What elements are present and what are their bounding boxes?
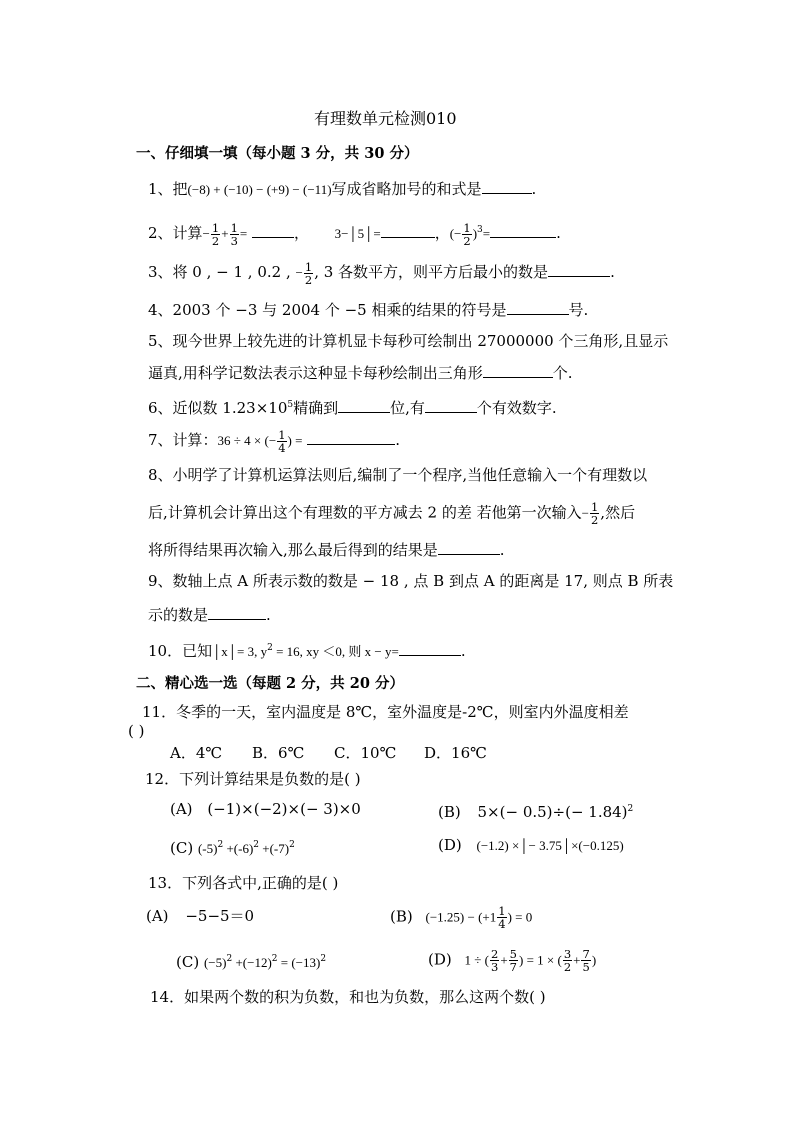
question-9-line-2 [148, 603, 271, 626]
q10-end: . [460, 642, 466, 660]
question-9-line-1: 9、数轴上点 A 所表示数的数是 − 18 , 点 B 到点 A 的距离是 17, 则点 B 所表 [148, 572, 674, 590]
q2-plus: + [221, 226, 229, 241]
q13-d-fraction-2: $\frac{5}{7}$ [509, 947, 517, 974]
q1-answer-blank[interactable] [482, 177, 532, 194]
section1-heading: 一、仔细填一填（每小题 3 分，共 30 分） [136, 145, 419, 162]
q13-option-c[interactable] [176, 948, 326, 974]
q5-end: 个. [552, 364, 573, 382]
q9-text: 示的数是 [148, 606, 209, 624]
q12-c-term-2: +(-6) [223, 841, 254, 856]
q10-expression: │x│= 3, y [212, 644, 268, 659]
q2-open-paren: (− [449, 226, 462, 241]
question-14: 14．如果两个数的积为负数，和也为负数，那么这两个数( ) [150, 988, 546, 1006]
question-1 [148, 177, 536, 201]
question-13: 13．下列各式中,正确的是( ) [148, 874, 339, 892]
q12-c-term-3: +(-7) [259, 841, 290, 856]
q8-fraction: $\frac{1}{2}$ [590, 500, 599, 527]
q6-end: 个有效数字. [476, 399, 557, 417]
q10-prefix: 10．已知 [148, 642, 213, 660]
question-8-line-1: 8、小明学了计算机运算法则后,编制了一个程序,当他任意输入一个有理数以 [148, 466, 648, 484]
q12-c-exp-3: 2 [289, 840, 295, 850]
q13-option-d[interactable] [428, 948, 596, 973]
q13-b-expression: (−1.25) − (+1 [425, 909, 497, 925]
question-2 [148, 219, 561, 247]
q2-expression-2: 3−│5│= [334, 226, 381, 241]
q12-b-label: (B) [438, 803, 461, 821]
q12-option-b[interactable] [438, 798, 633, 823]
q4-end: 号. [568, 301, 589, 319]
q6-text-2: 位,有 [390, 399, 425, 417]
q2-prefix: 2、计算 [148, 224, 203, 242]
q12-d-expression: (−1.2) ×│− 3.75│×(−0.125) [476, 838, 624, 853]
question-4 [148, 298, 588, 321]
q7-answer-blank[interactable] [307, 428, 395, 445]
q2-comma-1: ， [294, 224, 310, 242]
q1-expression: (−8) + (−10) − (+9) − (−11) [187, 182, 332, 197]
q11-option-d[interactable]: D．16℃ [424, 744, 487, 762]
q5-answer-blank[interactable] [483, 361, 553, 378]
question-8-line-2 [148, 501, 635, 526]
q13-a-label: (A) [146, 907, 169, 925]
q8-minus: − [581, 505, 589, 521]
q10-expression-2: = 16, xy ＜0, 则 x − y= [272, 644, 399, 659]
q13-c-exp-2: 2 [271, 954, 278, 964]
q7-fraction: $\frac{1}{4}$ [278, 427, 286, 455]
q13-c-term-2: +(−12) [232, 955, 272, 970]
q6-exponent: 5 [287, 400, 294, 410]
q2-exponent: 3 [477, 225, 483, 235]
q2-minus: − [202, 226, 210, 241]
q3-fraction: $\frac{1}{2}$ [304, 259, 313, 287]
q1-prefix: 1、把 [148, 180, 188, 198]
q2-answer-blank-1[interactable] [252, 221, 294, 238]
q7-close: ) = [287, 433, 303, 448]
q6-text-1: 精确到 [293, 399, 339, 417]
q13-c-exp-1: 2 [226, 954, 233, 964]
q8-end: . [499, 541, 505, 559]
q12-option-d[interactable] [438, 834, 624, 857]
q6-answer-blank-2[interactable] [425, 396, 477, 413]
page-title: 有理数单元检测010 [314, 109, 457, 128]
question-5-line-1: 5、现今世界上较先进的计算机显卡每秒可绘制出 27000000 个三角形,且显示 [148, 332, 669, 350]
q12-c-label: (C) [170, 839, 194, 857]
q8-text: 后,计算机会计算出这个有理数的平方减去 2 的差 若他第一次输入 [148, 503, 582, 522]
q13-d-fraction-1: $\frac{2}{3}$ [490, 947, 499, 974]
q12-c-term-1: (-5) [197, 841, 218, 856]
section2-heading: 二、精心选一选（每题 2 分，共 20 分） [136, 675, 404, 692]
question-5-line-2 [148, 361, 573, 384]
q1-end: . [531, 180, 537, 198]
q2-end: . [556, 224, 561, 242]
q6-answer-blank-1[interactable] [338, 396, 390, 413]
q12-a-expression: (−1)×(−2)×(− 3)×0 [207, 800, 361, 818]
q12-a-label: (A) [170, 800, 193, 818]
q9-end: . [266, 606, 271, 624]
q13-d-fraction-3: $\frac{3}{2}$ [563, 947, 572, 974]
q7-end: . [395, 431, 400, 449]
q2-fraction-a: $\frac{1}{2}$ [211, 220, 220, 248]
q4-text: 4、2003 个 −3 与 2004 个 −5 相乘的结果的符号是 [148, 301, 507, 319]
q12-option-c[interactable] [170, 834, 295, 860]
q13-c-label: (C) [176, 953, 200, 971]
q3-end: . [610, 263, 615, 281]
q13-d-end: ) [591, 952, 597, 968]
q2-fraction-c: $\frac{1}{2}$ [463, 220, 471, 248]
question-10 [148, 637, 466, 663]
q4-answer-blank[interactable] [507, 298, 569, 315]
q9-answer-blank[interactable] [208, 603, 266, 620]
q5-text: 逼真,用科学记数法表示这种显卡每秒绘制出三角形 [148, 364, 483, 382]
q11-option-c[interactable]: C．10℃ [334, 744, 397, 762]
q2-answer-blank-3[interactable] [490, 221, 556, 238]
q13-option-b[interactable] [390, 905, 532, 930]
q8-text-2: ,然后 [600, 503, 636, 522]
q11-answer-paren[interactable]: ( ) [128, 722, 145, 740]
question-3 [148, 260, 615, 286]
question-8-line-3 [148, 538, 505, 561]
q12-c-exp-2: 2 [253, 840, 260, 850]
q12-option-a[interactable] [170, 798, 361, 820]
q6-prefix: 6、近似数 1.23×10 [148, 399, 288, 417]
q13-option-a[interactable] [146, 905, 254, 927]
q2-equals: = [239, 226, 248, 241]
q7-expression: 36 ÷ 4 × (− [217, 433, 277, 448]
question-7 [148, 428, 400, 454]
q13-b-label: (B) [390, 907, 413, 926]
q3-text: , 3 各数平方，则平方后最小的数是 [314, 263, 549, 281]
q7-prefix: 7、计算： [148, 431, 218, 449]
q13-d-fraction-4: $\frac{7}{5}$ [582, 947, 590, 974]
q11-option-b[interactable]: B．6℃ [252, 744, 305, 762]
q11-option-a[interactable]: A．4℃ [170, 744, 223, 762]
q8-text-3: 将所得结果再次输入,那么最后得到的结果是 [148, 541, 438, 559]
q13-b-end: ) = 0 [507, 909, 533, 925]
q13-b-fraction: $\frac{1}{4}$ [498, 904, 506, 931]
q2-answer-blank-2[interactable] [381, 221, 435, 238]
q13-d-label: (D) [428, 950, 452, 969]
question-11: 11．冬季的一天，室内温度是 8℃，室外温度是-2℃，则室内外温度相差 [142, 703, 629, 721]
q12-b-expression: 5×(− 0.5)÷(− 1.84) [477, 803, 628, 821]
q12-d-label: (D) [438, 836, 462, 854]
q2-fraction-b: $\frac{1}{3}$ [230, 220, 238, 248]
question-12: 12．下列计算结果是负数的是( ) [145, 770, 361, 788]
q13-d-prefix: 1 ÷ ( [464, 952, 489, 968]
q3-answer-blank[interactable] [548, 260, 610, 277]
q12-b-exponent: 2 [627, 804, 634, 814]
q2-comma-2: ， [434, 224, 450, 242]
q12-c-exp-1: 2 [217, 840, 224, 850]
q10-exponent: 2 [267, 643, 273, 653]
q10-answer-blank[interactable] [399, 639, 461, 656]
q2-equals-2: = [482, 226, 491, 241]
q13-a-expression: −5−5＝0 [185, 907, 255, 925]
q3-prefix: 3、将 0 , − 1 , 0.2 , [148, 263, 291, 281]
q3-minus: − [295, 265, 303, 280]
q13-d-middle: ) = 1 × ( [518, 952, 562, 968]
q13-c-term-1: (−5) [203, 955, 227, 970]
q13-c-term-3: = (−13) [277, 955, 321, 970]
q13-d-plus-1: + [500, 952, 508, 968]
q1-text: 写成省略加号的和式是 [331, 180, 482, 198]
q13-d-plus-2: + [573, 952, 581, 968]
question-6 [148, 394, 557, 419]
q2-close-paren: ) [472, 226, 478, 241]
q13-c-exp-3: 2 [320, 954, 327, 964]
q8-answer-blank[interactable] [438, 538, 500, 555]
